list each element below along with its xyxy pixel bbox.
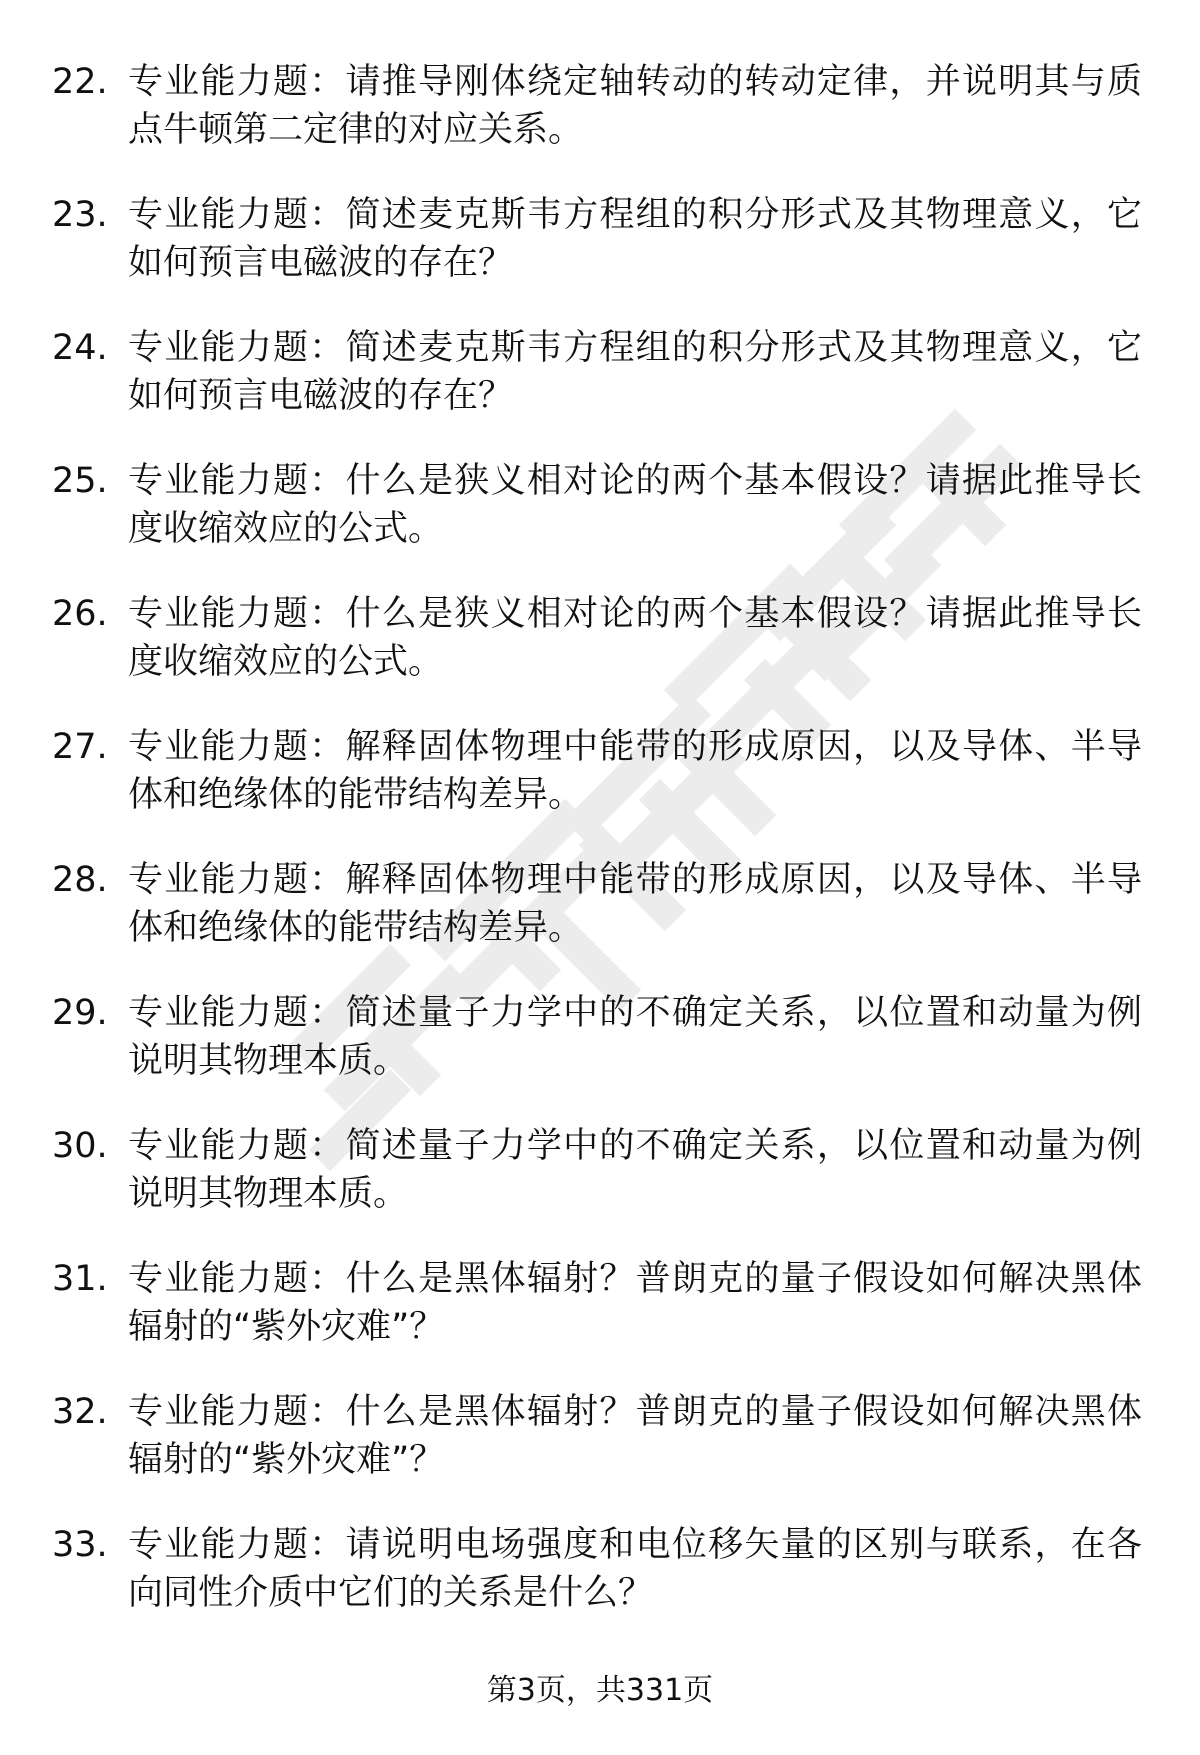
question-text: 专业能力题：解释固体物理中能带的形成原因，以及导体、半导体和绝缘体的能带结构差异。 bbox=[128, 727, 1142, 815]
question-item-29 bbox=[52, 989, 1142, 1085]
question-item-32 bbox=[52, 1388, 1142, 1484]
question-text: 专业能力题：解释固体物理中能带的形成原因，以及导体、半导体和绝缘体的能带结构差异。 bbox=[128, 860, 1142, 948]
question-number: 24. bbox=[52, 328, 108, 368]
question-item-22 bbox=[52, 58, 1142, 154]
question-text: 专业能力题：什么是狭义相对论的两个基本假设？请据此推导长度收缩效应的公式。 bbox=[128, 594, 1142, 682]
question-number: 25. bbox=[52, 461, 108, 501]
question-number: 32. bbox=[52, 1392, 108, 1432]
question-item-28 bbox=[52, 856, 1142, 952]
question-item-27 bbox=[52, 723, 1142, 819]
question-number: 31. bbox=[52, 1259, 108, 1299]
page-number-footer: 第3页，共331页 bbox=[486, 1673, 714, 1708]
question-item-31 bbox=[52, 1255, 1142, 1351]
question-text: 专业能力题：简述麦克斯韦方程组的积分形式及其物理意义，它如何预言电磁波的存在？ bbox=[128, 195, 1142, 283]
question-item-30 bbox=[52, 1122, 1142, 1218]
question-number: 27. bbox=[52, 727, 108, 767]
question-number: 23. bbox=[52, 195, 108, 235]
question-number: 22. bbox=[52, 62, 108, 102]
question-text: 专业能力题：简述量子力学中的不确定关系，以位置和动量为例说明其物理本质。 bbox=[128, 993, 1142, 1081]
question-text: 专业能力题：什么是黑体辐射？普朗克的量子假设如何解决黑体辐射的“紫外灾难”？ bbox=[128, 1392, 1142, 1480]
question-number: 29. bbox=[52, 993, 108, 1033]
question-item-26 bbox=[52, 590, 1142, 686]
question-number: 33. bbox=[52, 1525, 108, 1565]
question-number: 28. bbox=[52, 860, 108, 900]
question-text: 专业能力题：什么是狭义相对论的两个基本假设？请据此推导长度收缩效应的公式。 bbox=[128, 461, 1142, 549]
question-item-23 bbox=[52, 191, 1142, 287]
question-text: 专业能力题：请推导刚体绕定轴转动的转动定律，并说明其与质点牛顿第二定律的对应关系。 bbox=[128, 62, 1142, 150]
question-text: 专业能力题：简述量子力学中的不确定关系，以位置和动量为例说明其物理本质。 bbox=[128, 1126, 1142, 1214]
question-text: 专业能力题：什么是黑体辐射？普朗克的量子假设如何解决黑体辐射的“紫外灾难”？ bbox=[128, 1259, 1142, 1347]
question-item-33 bbox=[52, 1521, 1142, 1617]
question-number: 26. bbox=[52, 594, 108, 634]
question-item-25 bbox=[52, 457, 1142, 553]
question-text: 专业能力题：请说明电场强度和电位移矢量的区别与联系，在各向同性介质中它们的关系是什么？ bbox=[128, 1525, 1142, 1613]
question-list bbox=[52, 58, 1142, 1654]
question-text: 专业能力题：简述麦克斯韦方程组的积分形式及其物理意义，它如何预言电磁波的存在？ bbox=[128, 328, 1142, 416]
question-number: 30. bbox=[52, 1126, 108, 1166]
question-item-24 bbox=[52, 324, 1142, 420]
